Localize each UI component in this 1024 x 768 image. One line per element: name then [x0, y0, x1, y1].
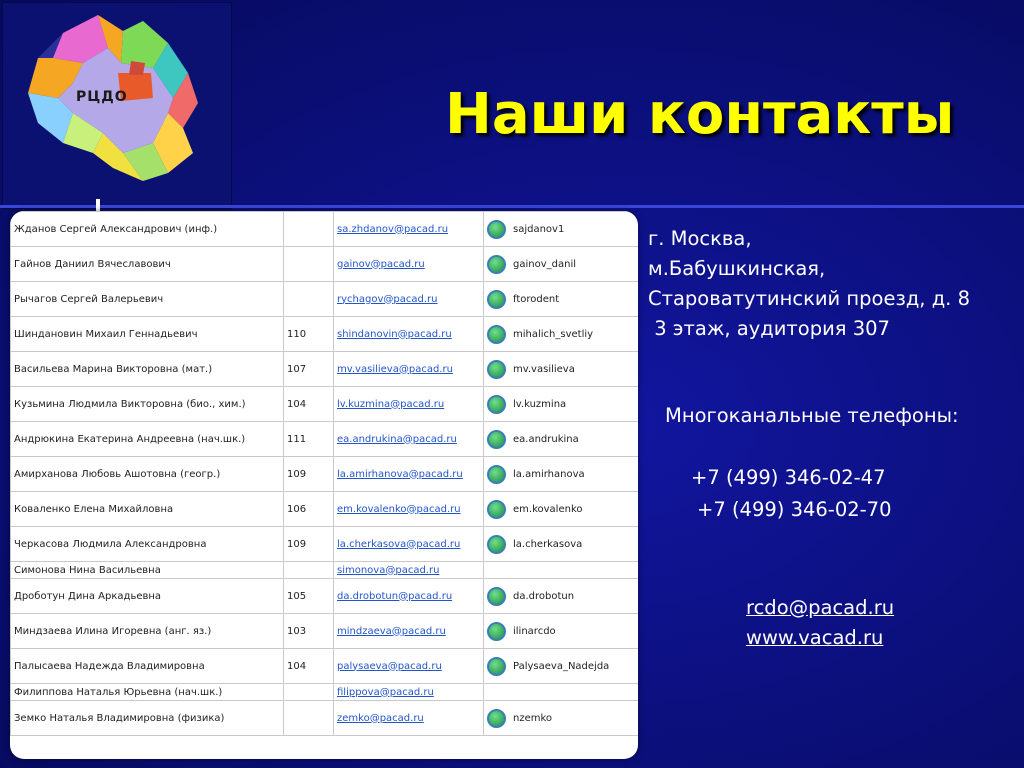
skype-entry: [487, 587, 638, 606]
cell-email[interactable]: la.amirhanova@pacad.ru: [334, 457, 484, 492]
page-title: Наши контакты: [445, 82, 955, 147]
cell-name: Амирханова Любовь Ашотовна (геогр.): [11, 457, 284, 492]
skype-login: gainov_danil: [513, 258, 576, 270]
cell-name: Кузьмина Людмила Викторовна (био., хим.): [11, 387, 284, 422]
address-line: г. Москва,: [648, 227, 752, 250]
cell-skype: [484, 457, 639, 492]
skype-icon: [487, 360, 506, 379]
cell-skype: [484, 317, 639, 352]
cell-email[interactable]: shindanovin@pacad.ru: [334, 317, 484, 352]
cell-room: 104: [284, 649, 334, 684]
cell-name: Коваленко Елена Михайловна: [11, 492, 284, 527]
skype-icon: [487, 255, 506, 274]
cell-skype: [484, 422, 639, 457]
skype-icon: [487, 587, 506, 606]
skype-login: Palysaeva_Nadejda: [513, 660, 610, 672]
cell-name: Рычагов Сергей Валерьевич: [11, 282, 284, 317]
address-block: [648, 224, 970, 344]
table-row: [11, 562, 639, 579]
cell-skype: [484, 352, 639, 387]
cell-name: Палысаева Надежда Владимировна: [11, 649, 284, 684]
cell-name: Васильева Марина Викторовна (мат.): [11, 352, 284, 387]
skype-login: ftorodent: [513, 293, 560, 305]
logo-text: РЦДО: [76, 89, 128, 105]
cell-email[interactable]: mv.vasilieva@pacad.ru: [334, 352, 484, 387]
table-row: [11, 492, 639, 527]
table-row: [11, 614, 639, 649]
cell-skype: [484, 212, 639, 247]
cell-skype: [484, 247, 639, 282]
skype-icon: [487, 325, 506, 344]
cell-email[interactable]: lv.kuzmina@pacad.ru: [334, 387, 484, 422]
skype-login: em.kovalenko: [513, 503, 583, 515]
cell-room: 105: [284, 579, 334, 614]
cell-room: [284, 701, 334, 736]
table-row: [11, 387, 639, 422]
website-link[interactable]: www.vacad.ru: [746, 626, 884, 649]
skype-login: sajdanov1: [513, 223, 565, 235]
cell-room: 109: [284, 457, 334, 492]
table-row: [11, 317, 639, 352]
cell-name: Филиппова Наталья Юрьевна (нач.шк.): [11, 684, 284, 701]
cell-email[interactable]: mindzaeva@pacad.ru: [334, 614, 484, 649]
skype-entry: [487, 500, 638, 519]
cell-name: Дроботун Дина Аркадьевна: [11, 579, 284, 614]
skype-entry: [487, 535, 638, 554]
skype-entry: [487, 255, 638, 274]
table-row: [11, 457, 639, 492]
cell-name: Земко Наталья Владимировна (физика): [11, 701, 284, 736]
title-divider: [0, 205, 1024, 208]
cell-skype: [484, 701, 639, 736]
cell-name: Андрюкина Екатерина Андреевна (нач.шк.): [11, 422, 284, 457]
address-line: Староватутинский проезд, д. 8: [648, 287, 970, 310]
skype-icon: [487, 657, 506, 676]
cell-skype: [484, 527, 639, 562]
cell-room: [284, 247, 334, 282]
cell-name: Жданов Сергей Александрович (инф.): [11, 212, 284, 247]
table-row: [11, 684, 639, 701]
cell-email[interactable]: simonova@pacad.ru: [334, 562, 484, 579]
skype-entry: [487, 709, 638, 728]
phone-number-1: +7 (499) 346-02-47: [691, 466, 886, 489]
skype-entry: [487, 325, 638, 344]
table-row: [11, 579, 639, 614]
skype-icon: [487, 465, 506, 484]
table-row: [11, 212, 639, 247]
skype-icon: [487, 622, 506, 641]
map-logo: [3, 3, 231, 208]
cell-room: 103: [284, 614, 334, 649]
phones-heading: Многоканальные телефоны:: [665, 404, 959, 427]
cell-email[interactable]: ea.andrukina@pacad.ru: [334, 422, 484, 457]
cell-name: Симонова Нина Васильевна: [11, 562, 284, 579]
cell-room: [284, 562, 334, 579]
skype-icon: [487, 500, 506, 519]
cell-skype: [484, 562, 639, 579]
skype-icon: [487, 220, 506, 239]
skype-login: lv.kuzmina: [513, 398, 567, 410]
skype-entry: [487, 290, 638, 309]
skype-icon: [487, 395, 506, 414]
staff-table-image: [10, 211, 638, 759]
cell-email[interactable]: da.drobotun@pacad.ru: [334, 579, 484, 614]
cell-room: [284, 684, 334, 701]
cell-room: [284, 282, 334, 317]
cell-room: 104: [284, 387, 334, 422]
cell-room: 110: [284, 317, 334, 352]
cell-skype: [484, 387, 639, 422]
skype-entry: [487, 220, 638, 239]
skype-icon: [487, 430, 506, 449]
rcdo-logo: [2, 2, 232, 209]
cell-email[interactable]: la.cherkasova@pacad.ru: [334, 527, 484, 562]
staff-table: [10, 211, 638, 736]
skype-entry: [487, 657, 638, 676]
skype-entry: [487, 395, 638, 414]
email-link[interactable]: rcdo@pacad.ru: [746, 596, 895, 619]
cell-email[interactable]: rychagov@pacad.ru: [334, 282, 484, 317]
table-row: [11, 649, 639, 684]
cell-email[interactable]: em.kovalenko@pacad.ru: [334, 492, 484, 527]
skype-entry: [487, 622, 638, 641]
cell-name: Черкасова Людмила Александровна: [11, 527, 284, 562]
cell-name: Гайнов Даниил Вячеславович: [11, 247, 284, 282]
cell-email[interactable]: palysaeva@pacad.ru: [334, 649, 484, 684]
skype-login: la.cherkasova: [513, 538, 583, 550]
cell-email[interactable]: sa.zhdanov@pacad.ru: [334, 212, 484, 247]
cell-skype: [484, 579, 639, 614]
skype-login: la.amirhanova: [513, 468, 585, 480]
skype-entry: [487, 430, 638, 449]
table-row: [11, 282, 639, 317]
cell-email[interactable]: zemko@pacad.ru: [334, 701, 484, 736]
cell-name: Шиндановин Михаил Геннадьевич: [11, 317, 284, 352]
skype-login: nzemko: [513, 712, 553, 724]
cell-skype: [484, 492, 639, 527]
skype-login: mihalich_svetliy: [513, 328, 594, 340]
skype-login: mv.vasilieva: [513, 363, 575, 375]
cell-room: 107: [284, 352, 334, 387]
cell-room: [284, 212, 334, 247]
phone-number-2: +7 (499) 346-02-70: [697, 498, 892, 521]
cell-room: 106: [284, 492, 334, 527]
cell-skype: [484, 282, 639, 317]
table-row: [11, 247, 639, 282]
skype-entry: [487, 360, 638, 379]
skype-login: ea.andrukina: [513, 433, 579, 445]
table-row: [11, 527, 639, 562]
table-row: [11, 422, 639, 457]
skype-icon: [487, 535, 506, 554]
skype-icon: [487, 290, 506, 309]
cell-email[interactable]: gainov@pacad.ru: [334, 247, 484, 282]
cell-name: Миндзаева Илина Игоревна (анг. яз.): [11, 614, 284, 649]
cell-room: 109: [284, 527, 334, 562]
skype-entry: [487, 465, 638, 484]
skype-login: ilinarcdo: [513, 625, 556, 637]
cell-room: 111: [284, 422, 334, 457]
cell-skype: [484, 649, 639, 684]
address-line: м.Бабушкинская,: [648, 257, 826, 280]
table-row: [11, 352, 639, 387]
skype-icon: [487, 709, 506, 728]
table-row: [11, 701, 639, 736]
address-line: 3 этаж, аудитория 307: [648, 317, 890, 340]
cell-email[interactable]: filippova@pacad.ru: [334, 684, 484, 701]
skype-login: da.drobotun: [513, 590, 575, 602]
divider-mark: [96, 199, 100, 211]
cell-skype: [484, 614, 639, 649]
cell-skype: [484, 684, 639, 701]
